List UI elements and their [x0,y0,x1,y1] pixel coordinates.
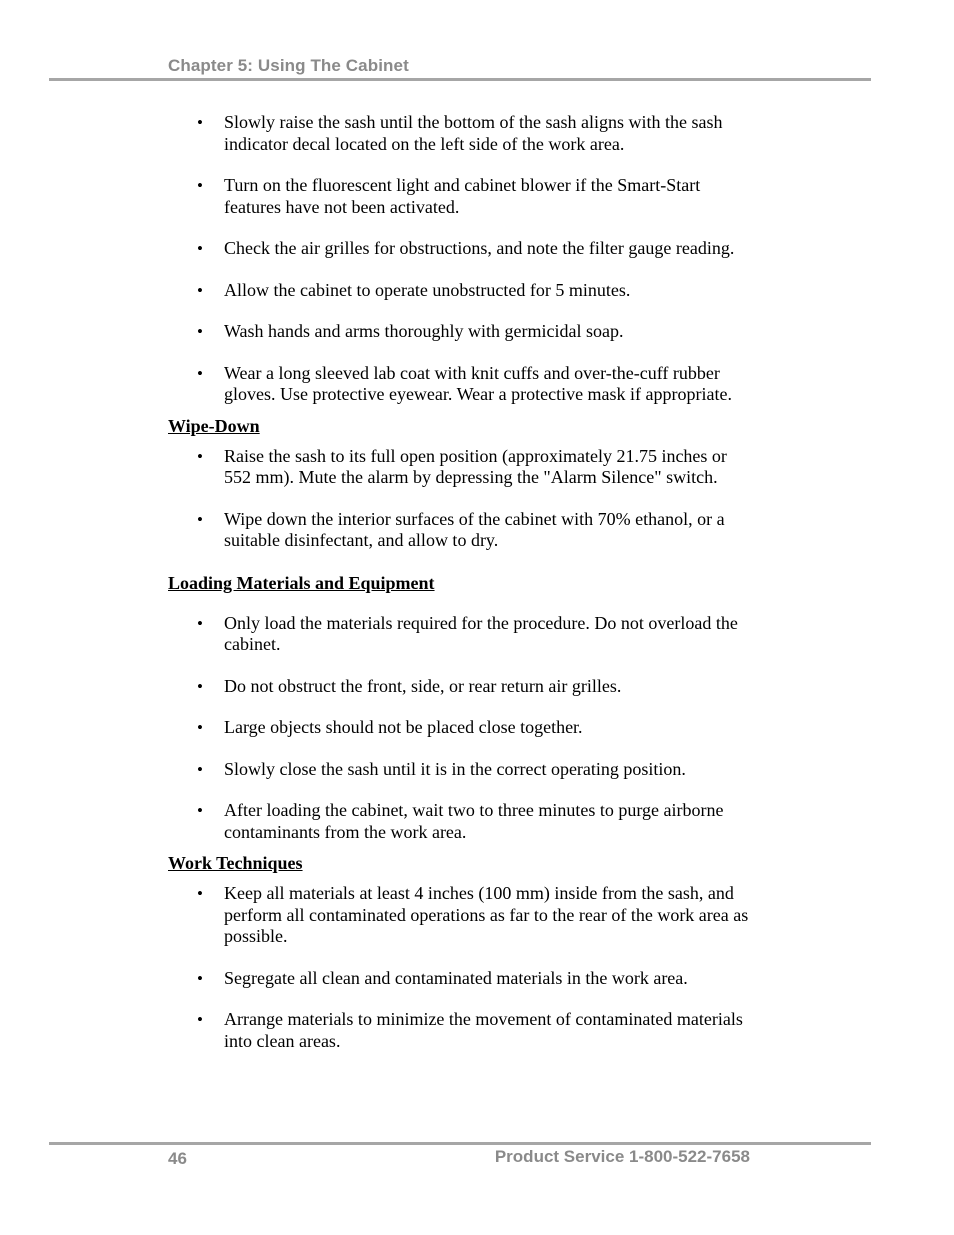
list-item [168,363,754,406]
list-item-text: Wipe down the interior surfaces of the cabinet with 70% ethanol, or a suitable disinfectant, and allow to dry. [224,508,725,550]
bullet-icon: • [197,801,203,820]
footer-rule [49,1142,871,1145]
bullet-icon: • [197,718,203,737]
list-item-text: Slowly raise the sash until the bottom of the sash aligns with the sash indicator decal located on the left side of the work area. [224,112,723,154]
list-item [168,613,754,656]
work-techniques-bullet-list [168,883,768,1052]
list-item [168,1009,754,1052]
list-item-text: Slowly close the sash until it is in the correct operating position. [224,758,686,779]
list-item-text: Only load the materials required for the procedure. Do not overload the cabinet. [224,612,738,654]
bullet-icon: • [197,363,203,383]
bullet-icon: • [197,884,203,903]
list-item-text: After loading the cabinet, wait two to three minutes to purge airborne contaminants from the work area. [224,800,724,842]
bullet-icon: • [197,676,203,696]
list-item [168,676,754,698]
bullet-icon: • [197,759,203,779]
bullet-icon: • [197,968,203,988]
bullet-icon: • [197,613,203,633]
bullet-icon: • [197,446,203,466]
list-item-text: Arrange materials to minimize the movement of contaminated materials into clean areas. [224,1009,743,1051]
list-item [168,509,754,552]
list-item-text: Do not obstruct the front, side, or rear return air grilles. [224,675,622,696]
list-item [168,175,754,218]
list-item-text: Keep all materials at least 4 inches (100 mm) inside from the sash, and perform all contaminated operations as far to the rear of the work area as possible. [224,883,749,946]
bullet-icon: • [197,280,203,300]
list-item-text: Check the air grilles for obstructions, and note the filter gauge reading. [224,238,735,258]
bullet-icon: • [197,113,203,132]
list-item-text: Turn on the fluorescent light and cabinet blower if the Smart-Start features have not been activated. [224,175,701,217]
bullet-icon: • [197,176,203,195]
page-body [168,112,768,1052]
list-item [168,280,754,302]
wipe-down-bullet-list [168,446,768,552]
page-number: 46 [168,1149,187,1168]
header-rule [49,78,871,81]
list-item [168,446,754,489]
section-heading-wipe-down: Wipe-Down [168,415,260,436]
list-item [168,968,754,990]
list-item-text: Wear a long sleeved lab coat with knit cuffs and over-the-cuff rubber gloves. Use protective eyewear. Wear a protective mask if appropriate. [224,362,733,404]
bullet-icon: • [197,1010,203,1029]
intro-bullet-list [168,112,768,406]
list-item-text: Segregate all clean and contaminated materials in the work area. [224,967,688,988]
list-item [168,883,754,948]
list-item [168,717,754,739]
section-heading-work-techniques: Work Techniques [168,853,303,873]
list-item-text: Allow the cabinet to operate unobstructed for 5 minutes. [224,279,631,300]
bullet-icon: • [197,509,203,529]
list-item [168,800,754,843]
list-item [168,238,754,260]
chapter-header: Chapter 5: Using The Cabinet [168,56,409,75]
list-item [168,112,754,155]
section-heading-loading: Loading Materials and Equipment [168,572,435,593]
list-item-text: Large objects should not be placed close together. [224,717,583,737]
list-item-text: Raise the sash to its full open position (approximately 21.75 inches or 552 mm). Mute the alarm by depressing the "Alarm Silence" switch. [224,445,727,487]
bullet-icon: • [197,239,203,258]
list-item [168,321,754,343]
list-item [168,759,754,781]
list-item-text: Wash hands and arms thoroughly with germicidal soap. [224,321,624,341]
bullet-icon: • [197,322,203,341]
product-service-phone: Product Service 1-800-522-7658 [494,1147,750,1166]
loading-bullet-list [168,613,768,844]
